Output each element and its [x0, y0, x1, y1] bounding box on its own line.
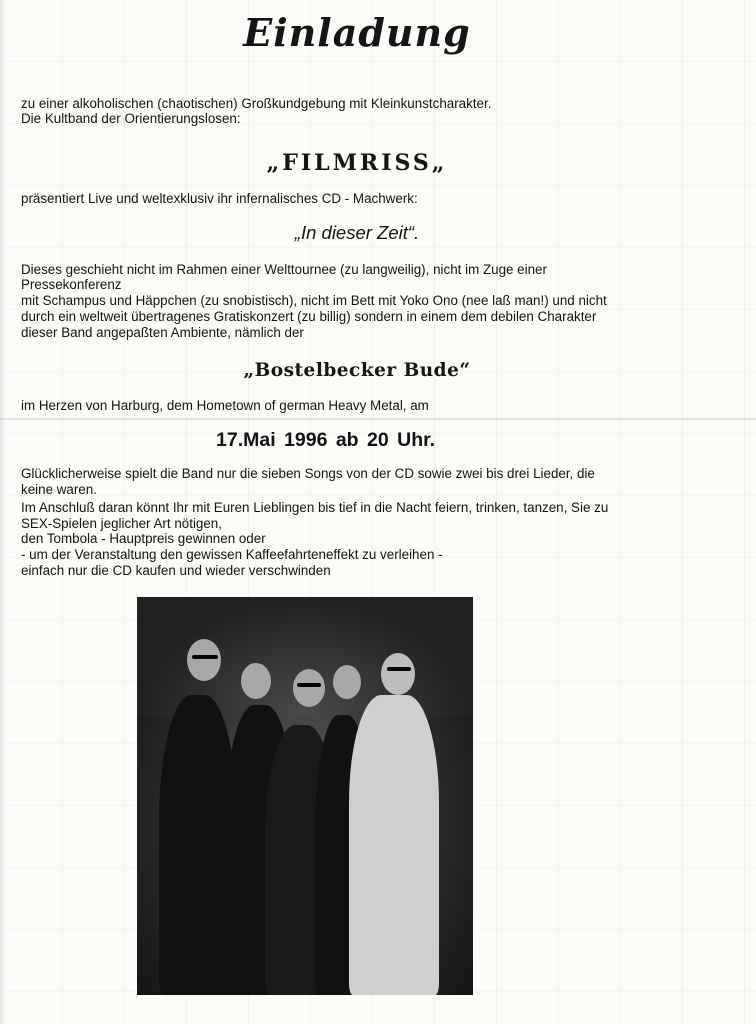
band-member-head	[333, 665, 361, 699]
band-name: „FILMRISS„	[266, 150, 448, 176]
closing-line: SEX-Spielen jeglicher Art nötigen,	[21, 516, 222, 531]
closing-line: Glücklicherweise spielt die Band nur die sieben Songs von der CD sowie zwei bis drei Lieder, die	[21, 466, 595, 481]
presents-line: präsentiert Live und weltexklusiv ihr infernalisches CD - Machwerk:	[21, 191, 418, 206]
location-line: im Herzen von Harburg, dem Hometown of german Heavy Metal, am	[21, 398, 429, 413]
context-line: dieser Band angepaßten Ambiente, nämlich der	[21, 325, 304, 340]
closing-line: - um der Veranstaltung den gewissen Kaffeefahrteneffekt zu verleihen -	[21, 547, 443, 562]
context-line: mit Schampus und Häppchen (zu snobistisch), nicht im Bett mit Yoko Ono (nee laß man!) und nicht	[21, 293, 607, 308]
context-line: durch ein weltweit übertragenes Gratiskonzert (zu billig) sondern in einem dem debilen Charakter	[21, 309, 597, 324]
sunglasses-icon	[387, 667, 411, 671]
context-line: Dieses geschieht nicht im Rahmen einer Welttournee (zu langweilig), nicht im Zuge einer	[21, 262, 547, 277]
band-member-head	[293, 669, 325, 707]
invitation-title: Einladung	[243, 10, 471, 55]
event-date: 17.Mai 1996 ab 20 Uhr.	[216, 429, 436, 451]
closing-line: den Tombola - Hauptpreis gewinnen oder	[21, 531, 266, 546]
intro-line: zu einer alkoholischen (chaotischen) Großkundgebung mit Kleinkunstcharakter.	[21, 96, 492, 111]
closing-line: einfach nur die CD kaufen und wieder verschwinden	[21, 563, 331, 578]
album-title: „In dieser Zeit“.	[294, 222, 420, 243]
band-member-head	[381, 653, 415, 695]
intro-line: Die Kultband der Orientierungslosen:	[21, 111, 241, 126]
band-member-head	[241, 663, 271, 699]
closing-line: Im Anschluß daran könnt Ihr mit Euren Lieblingen bis tief in die Nacht feiern, trinken, tanzen, Sie zu	[21, 500, 609, 515]
venue-name: „Bostelbecker Bude“	[243, 360, 471, 381]
context-line: Pressekonferenz	[21, 277, 122, 292]
band-photo	[137, 597, 473, 995]
closing-line: keine waren.	[21, 482, 97, 497]
sunglasses-icon	[192, 655, 218, 659]
paper-fold-line	[0, 418, 756, 420]
sunglasses-icon	[297, 683, 321, 687]
band-member-head	[187, 639, 221, 681]
band-member-figure	[349, 695, 439, 995]
